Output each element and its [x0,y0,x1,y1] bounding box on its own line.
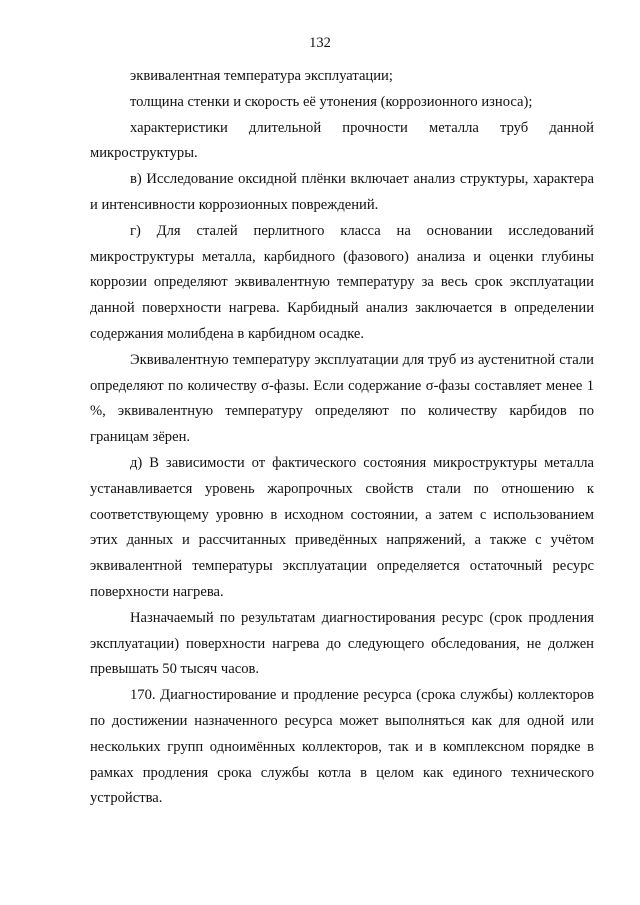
paragraph-2: толщина стенки и скорость её утонения (коррозионного износа); [130,93,533,110]
page-number: 132 [309,35,331,51]
paragraph-3: характеристики длительной прочности металла труб данной микроструктуры. [90,119,594,162]
paragraph-5: г) Для сталей перлитного класса на основании исследований микроструктуры металла, карбидного (фазового) анализа и оценки глубины коррозии определяют эквивалентную температуру за весь срок эксплуатации данной поверхности нагрева. Карбидный анализ заключается в определении содержания молибдена в карбидном осадке. [90,222,594,342]
paragraph-7: д) В зависимости от фактического состояния микроструктуры металла устанавливается уровень жаропрочных свойств стали по отношению к соответствующему уровню в исходном состоянии, а затем с использованием этих данных и рассчитанных приведённых напряжений, а также с учётом эквивалентной температуры эксплуатации определяется остаточный ресурс поверхности нагрева. [90,454,594,600]
paragraph-1: эквивалентная температура эксплуатации; [130,68,393,84]
paragraph-6: Эквивалентную температуру эксплуатации для труб из аустенитной стали определяют по количеству σ-фазы. Если содержание σ-фазы составляет менее 1 %, эквивалентную температуру определяют по количеству карбидов по границам зёрен. [90,351,594,446]
paragraph-8: Назначаемый по результатам диагностирования ресурс (срок продления эксплуатации) поверхности нагрева до следующего обследования, не должен превышать 50 тысяч часов. [90,609,594,678]
paragraph-4: в) Исследование оксидной плёнки включает анализ структуры, характера и интенсивности коррозионных повреждений. [90,171,594,213]
paragraph-9: 170. Диагностирование и продление ресурса (срока службы) коллекторов по достижении назначенного ресурса может выполняться как для одной или нескольких групп одноимённых коллекторов, так и в комплексном порядке в рамках продления срока службы котла в целом как единого технического устройства. [90,687,594,807]
body-text [90,64,594,812]
